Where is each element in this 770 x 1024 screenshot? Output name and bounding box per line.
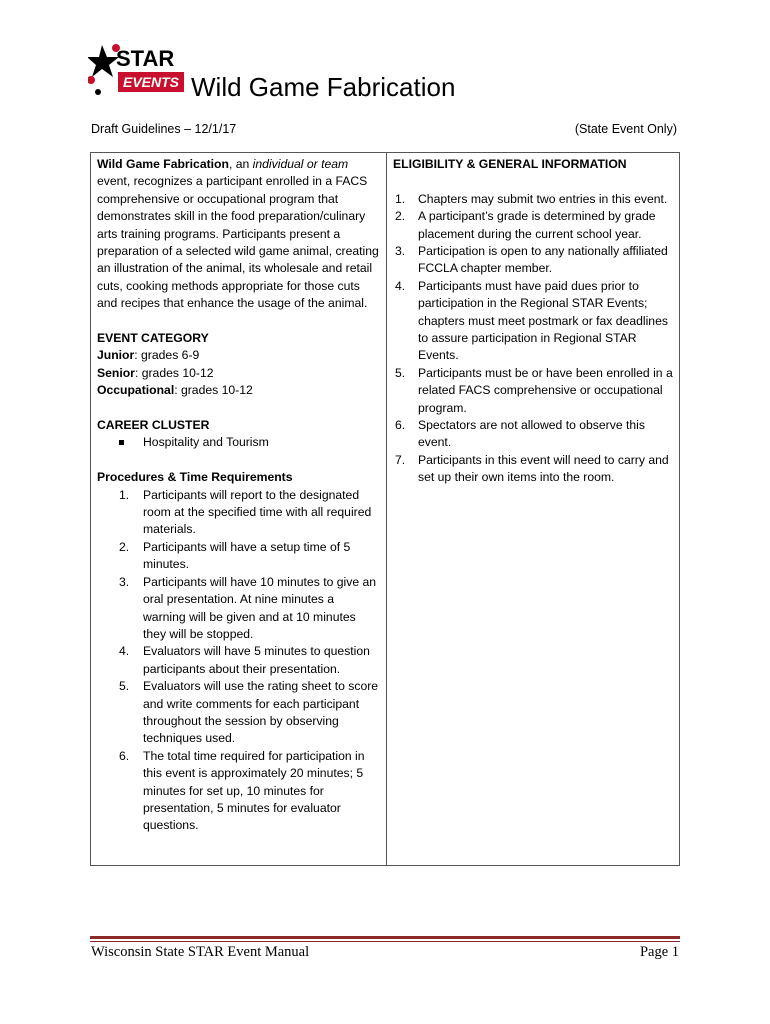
career-cluster-item: Hospitality and Tourism: [97, 434, 380, 451]
logo-events-text: EVENTS: [122, 74, 180, 90]
category-occupational: Occupational: grades 10-12: [97, 383, 253, 398]
category-senior: Senior: grades 10-12: [97, 365, 214, 380]
eligibility-list: [393, 191, 673, 487]
procedure-item: 5. Evaluators will use the rating sheet to score and write comments for each participant throughout the session by observing techniques used.: [119, 679, 379, 746]
procedure-item: 6. The total time required for participation in this event is approximately 20 minutes; 5 minutes for set up, 10 minutes for presentation, 5 minutes for evaluator questions.: [119, 748, 365, 833]
intro-italic: individual or team: [252, 157, 349, 171]
procedures-list: [97, 487, 380, 835]
procedures-heading: Procedures & Time Requirements: [97, 470, 293, 485]
procedure-item: 1. Participants will report to the designated room at the specified time with all required materials.: [119, 487, 372, 537]
eligibility-heading: ELIGIBILITY & GENERAL INFORMATION: [393, 157, 627, 171]
intro-comma: , an: [228, 157, 253, 171]
eligibility-item: 6. Spectators are not allowed to observe this event.: [395, 418, 645, 450]
footer-rule: [90, 936, 680, 939]
event-name: Wild Game Fabrication: [97, 157, 229, 171]
eligibility-item: 3. Participation is open to any nationally affiliated FCCLA chapter member.: [395, 244, 668, 276]
footer-page-number: Page 1: [639, 944, 679, 960]
category-junior: Junior: grades 6-9: [97, 348, 200, 363]
procedure-item: 2. Participants will have a setup time of 5 minutes.: [119, 539, 351, 572]
footer-manual-name: Wisconsin State STAR Event Manual: [91, 944, 310, 960]
draft-date: Draft Guidelines – 12/1/17: [91, 122, 237, 136]
page-title: Wild Game Fabrication: [191, 72, 456, 102]
square-bullet-icon: [119, 440, 124, 445]
eligibility-item: 2. A participant’s grade is determined by grade placement during the current school year.: [395, 209, 656, 241]
eligibility-item: 5. Participants must be or have been enrolled in a related FACS comprehensive or occupational program.: [395, 365, 673, 415]
event-category-heading: EVENT CATEGORY: [97, 331, 209, 346]
procedure-item: 4. Evaluators will have 5 minutes to question participants about their presentation.: [119, 644, 370, 676]
eligibility-item: 1. Chapters may submit two entries in this event.: [395, 191, 668, 206]
eligibility-item: 4. Participants must have paid dues prior to participation in the Regional STAR Events; chapters must meet postmark or fax deadlines to assure participation in Regional STAR Events.: [395, 278, 668, 363]
intro-text: event, recognizes a participant enrolled in a FACS comprehensive or occupational program that demonstrates skill in the food preparation/culinary arts training programs. Participants present a preparation of a selected wild game animal, creating an illustration of the animal, its wholesale and retail cuts, cooking methods appropriate for those cuts and recipes that enhance the usage of the animal.: [97, 174, 379, 311]
logo-star-text: STAR: [116, 46, 175, 71]
intro-paragraph: [97, 156, 380, 313]
eligibility-item: 7. Participants in this event will need to carry and set up their own items into the room.: [395, 452, 669, 485]
event-scope: (State Event Only): [574, 122, 677, 136]
guidelines-table: [90, 152, 680, 866]
star-events-logo: [88, 42, 186, 100]
left-column: [91, 153, 387, 865]
right-column: [387, 153, 679, 865]
footer-rule-thin: [90, 941, 680, 942]
procedure-item: 3. Participants will have 10 minutes to give an oral presentation. At nine minutes a warning will be given and at 10 minutes they will be stopped.: [119, 574, 377, 641]
career-cluster-heading: CAREER CLUSTER: [97, 418, 210, 433]
